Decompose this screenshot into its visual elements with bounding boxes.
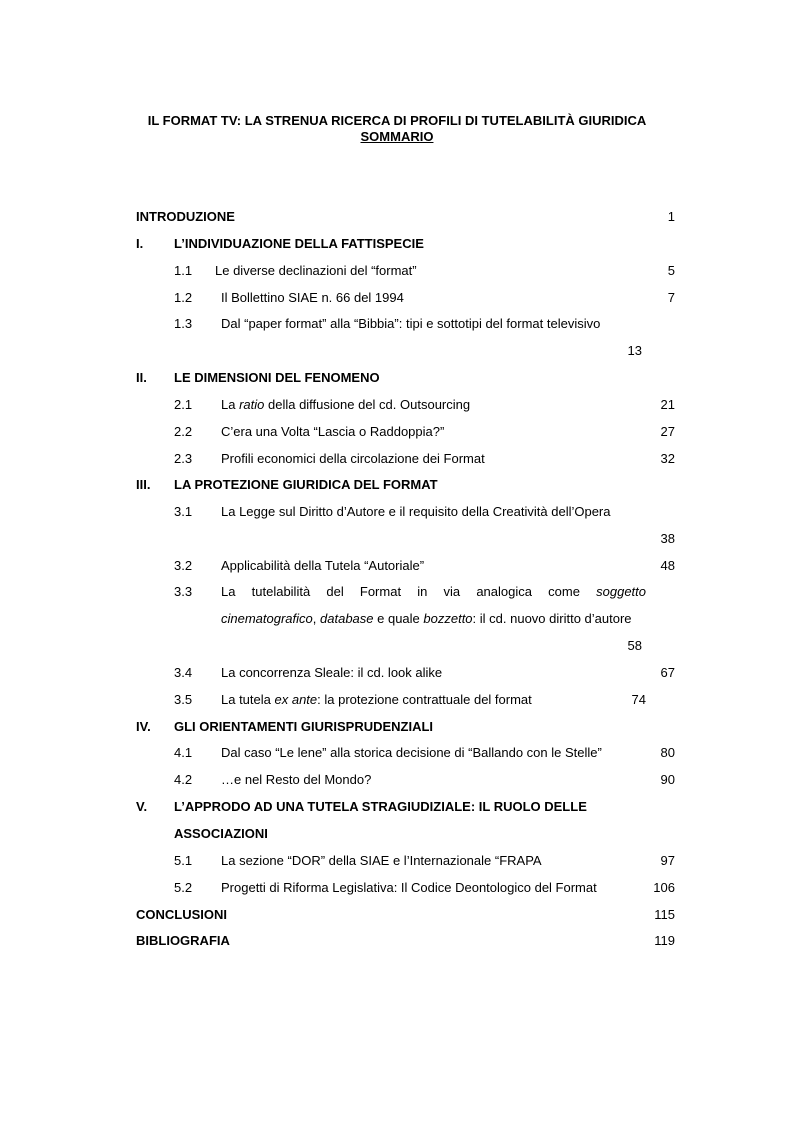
toc-s5-1-page: 97 [660, 853, 675, 868]
toc-s3-2-label: Applicabilità della Tutela “Autoriale” [221, 558, 425, 573]
toc-s3-4-label: La concorrenza Sleale: il cd. look alike [221, 665, 443, 680]
toc-s5-2-num: 5.2 [174, 880, 193, 895]
toc-s5-num: V. [136, 799, 148, 814]
toc-s4-2-label: …e nel Resto del Mondo? [221, 772, 372, 787]
toc-s3-5-label: La tutela ex ante: la protezione contrattuale del format [221, 692, 532, 707]
toc-s1-label: L’INDIVIDUAZIONE DELLA FATTISPECIE [174, 236, 424, 251]
toc-s4-num: IV. [136, 719, 151, 734]
toc-s1-2-page: 7 [667, 290, 675, 305]
toc-s3-num: III. [136, 477, 151, 492]
toc-s5-1-num: 5.1 [174, 853, 193, 868]
toc-s5-label: L’APPRODO AD UNA TUTELA STRAGIUDIZIALE: IL RUOLO DELLE [174, 799, 587, 814]
toc-bibliography-page: 119 [654, 933, 675, 948]
toc-s5-2-label: Progetti di Riforma Legislativa: Il Codice Deontologico del Format [221, 880, 597, 895]
toc-s2-1-num: 2.1 [174, 397, 193, 412]
toc-bibliography-label: BIBLIOGRAFIA [136, 933, 230, 948]
toc-s4-label: GLI ORIENTAMENTI GIURISPRUDENZIALI [174, 719, 434, 734]
toc-s3-1-page: 38 [660, 531, 675, 546]
toc-s2-3-num: 2.3 [174, 451, 193, 466]
toc-s4-1-label: Dal caso “Le lene” alla storica decisione di “Ballando con le Stelle” [221, 745, 602, 760]
toc-s3-3-page: 58 [627, 638, 642, 653]
toc-s3-4-page: 67 [660, 665, 675, 680]
toc-s3-2-num: 3.2 [174, 558, 193, 573]
toc-s4-2-num: 4.2 [174, 772, 193, 787]
toc-s4-1-page: 80 [660, 745, 675, 760]
toc-s3-3-num: 3.3 [174, 584, 193, 599]
toc-s1-num: I. [136, 236, 144, 251]
toc-s4-2-page: 90 [660, 772, 675, 787]
toc-s1-2-num: 1.2 [174, 290, 193, 305]
toc-s3-1-num: 3.1 [174, 504, 193, 519]
toc-conclusions-page: 115 [654, 907, 675, 922]
toc-s2-2-label: C’era una Volta “Lascia o Raddoppia?” [221, 424, 445, 439]
toc-s1-2-label: Il Bollettino SIAE n. 66 del 1994 [221, 290, 404, 305]
toc-s2-2-num: 2.2 [174, 424, 193, 439]
toc-s3-1-label: La Legge sul Diritto d’Autore e il requisito della Creatività dell’Opera [221, 504, 611, 519]
toc-s5-2-page: 106 [653, 880, 675, 895]
toc-s1-1-label: Le diverse declinazioni del “format” [215, 263, 417, 278]
toc-s2-label: LE DIMENSIONI DEL FENOMENO [174, 370, 380, 385]
toc-conclusions-label: CONCLUSIONI [136, 907, 227, 922]
toc-s3-3-label-line1: La tutelabilità del Format in via analogica come soggetto [221, 584, 646, 599]
toc-s5-1-label: La sezione “DOR” della SIAE e l’Internazionale “FRAPA [221, 853, 542, 868]
toc-s1-3-label: Dal “paper format” alla “Bibbia”: tipi e sottotipi del format televisivo [221, 316, 601, 331]
toc-s2-2-page: 27 [660, 424, 675, 439]
document-title: IL FORMAT TV: LA STRENUA RICERCA DI PROFILI DI TUTELABILITÀ GIURIDICA [147, 113, 647, 128]
toc-s3-3-label-line2: cinematografico, database e quale bozzetto: il cd. nuovo diritto d’autore [221, 611, 632, 626]
toc-s3-label: LA PROTEZIONE GIURIDICA DEL FORMAT [174, 477, 438, 492]
toc-s2-3-page: 32 [660, 451, 675, 466]
toc-intro-label: INTRODUZIONE [136, 209, 235, 224]
toc-s5-label-cont: ASSOCIAZIONI [174, 826, 268, 841]
document-subtitle: SOMMARIO [360, 129, 434, 144]
toc-s1-3-page: 13 [627, 343, 642, 358]
toc-s3-5-num: 3.5 [174, 692, 193, 707]
toc-intro-page: 1 [667, 209, 675, 224]
toc-s3-2-page: 48 [660, 558, 675, 573]
toc-s2-3-label: Profili economici della circolazione dei Format [221, 451, 485, 466]
toc-s2-num: II. [136, 370, 147, 385]
toc-s2-1-label: La ratio della diffusione del cd. Outsourcing [221, 397, 471, 412]
toc-s1-1-num: 1.1 [174, 263, 193, 278]
toc-s4-1-num: 4.1 [174, 745, 193, 760]
toc-s3-4-num: 3.4 [174, 665, 193, 680]
toc-s3-5-page: 74 [631, 692, 646, 707]
toc-s1-3-num: 1.3 [174, 316, 193, 331]
toc-s1-1-page: 5 [667, 263, 675, 278]
toc-s2-1-page: 21 [660, 397, 675, 412]
